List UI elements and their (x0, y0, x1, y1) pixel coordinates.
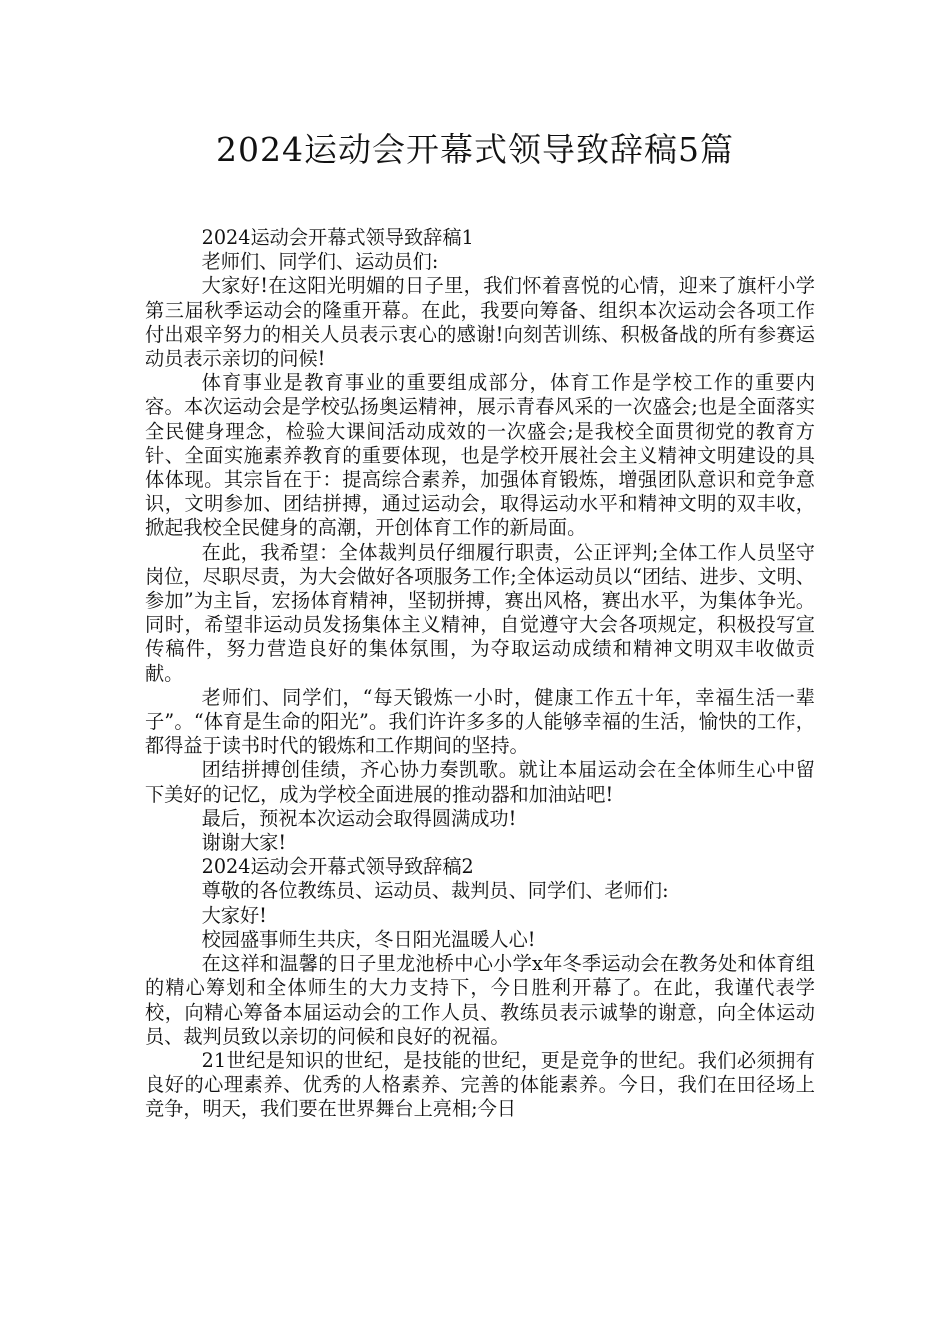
section-heading-1: 2024运动会开幕式领导致辞稿1 (201, 226, 474, 249)
paragraph: 21世纪是知识的世纪，是技能的世纪，更是竞争的世纪。我们必须拥有良好的心理素养、优秀的人格素养、完善的体能素养。今日，我们在田径场上竞争，明天，我们要在世界舞台上亮相;今日 (145, 1048, 815, 1121)
document-title: 2024运动会开幕式领导致辞稿5篇 (216, 130, 734, 169)
greeting: 大家好! (201, 903, 267, 927)
paragraph: 体育事业是教育事业的重要组成部分，体育工作是学校工作的重要内容。本次运动会是学校弘扬奥运精神，展示青春风采的一次盛会;也是全面落实全民健身理念，检验大课间活动成效的一次盛会;是我校全面贯彻党的教育方针、全面实施素养教育的重要体现，也是学校开展社会主义精神文明建设的具体体现。其宗旨在于：提高综合素养，加强体育锻炼，增强团队意识和竞争意识，文明参加、团结拼搏，通过运动会，取得运动水平和精神文明的双丰收，掀起我校全民健身的高潮，开创体育工作的新局面。 (145, 371, 815, 540)
section-heading-2: 2024运动会开幕式领导致辞稿2 (201, 855, 474, 879)
paragraph: 在这祥和温馨的日子里龙池桥中心小学x年冬季运动会在教务处和体育组的精心筹划和全体师生的大力支持下，今日胜利开幕了。在此，我谨代表学校，向精心筹备本届运动会的工作人员、教练员表示诚挚的谢意，向全体运动员、裁判员致以亲切的问候和良好的祝福。 (145, 952, 815, 1048)
salutation: 尊敬的各位教练员、运动员、裁判员、同学们、老师们: (201, 879, 669, 903)
closing-line: 谢谢大家! (201, 831, 287, 855)
paragraph: 大家好!在这阳光明媚的日子里，我们怀着喜悦的心情，迎来了旗杆小学第三届秋季运动会的隆重开幕。在此，我要向筹备、组织本次运动会各项工作付出艰辛努力的相关人员表示衷心的感谢!向刻苦训练、积极备战的所有参赛运动员表示亲切的问候! (145, 274, 815, 371)
paragraph: 在此，我希望：全体裁判员仔细履行职责，公正评判;全体工作人员坚守岗位，尽职尽责，为大会做好各项服务工作;全体运动员以“团结、进步、文明、参加”为主旨，宏扬体育精神，坚韧拼搏，赛出风格，赛出水平，为集体争光。同时，希望非运动员发扬集体主义精神，自觉遵守大会各项规定，积极投写宣传稿件，努力营造良好的集体氛围，为夺取运动成绩和精神文明双丰收做贡献。 (145, 540, 815, 685)
document-body (145, 226, 815, 1122)
paragraph: 老师们、同学们，“每天锻炼一小时，健康工作五十年，幸福生活一辈子”。“体育是生命的阳光”。我们许许多多的人能够幸福的生活，愉快的工作，都得益于读书时代的锻炼和工作期间的坚持。 (145, 685, 815, 758)
paragraph: 最后，预祝本次运动会取得圆满成功! (201, 806, 517, 830)
salutation: 老师们、同学们、运动员们: (201, 250, 439, 274)
paragraph: 校园盛事师生共庆，冬日阳光温暖人心! (201, 927, 536, 951)
paragraph: 团结拼搏创佳绩，齐心协力奏凯歌。就让本届运动会在全体师生心中留下美好的记忆，成为学校全面进展的推动器和加油站吧! (145, 758, 815, 806)
